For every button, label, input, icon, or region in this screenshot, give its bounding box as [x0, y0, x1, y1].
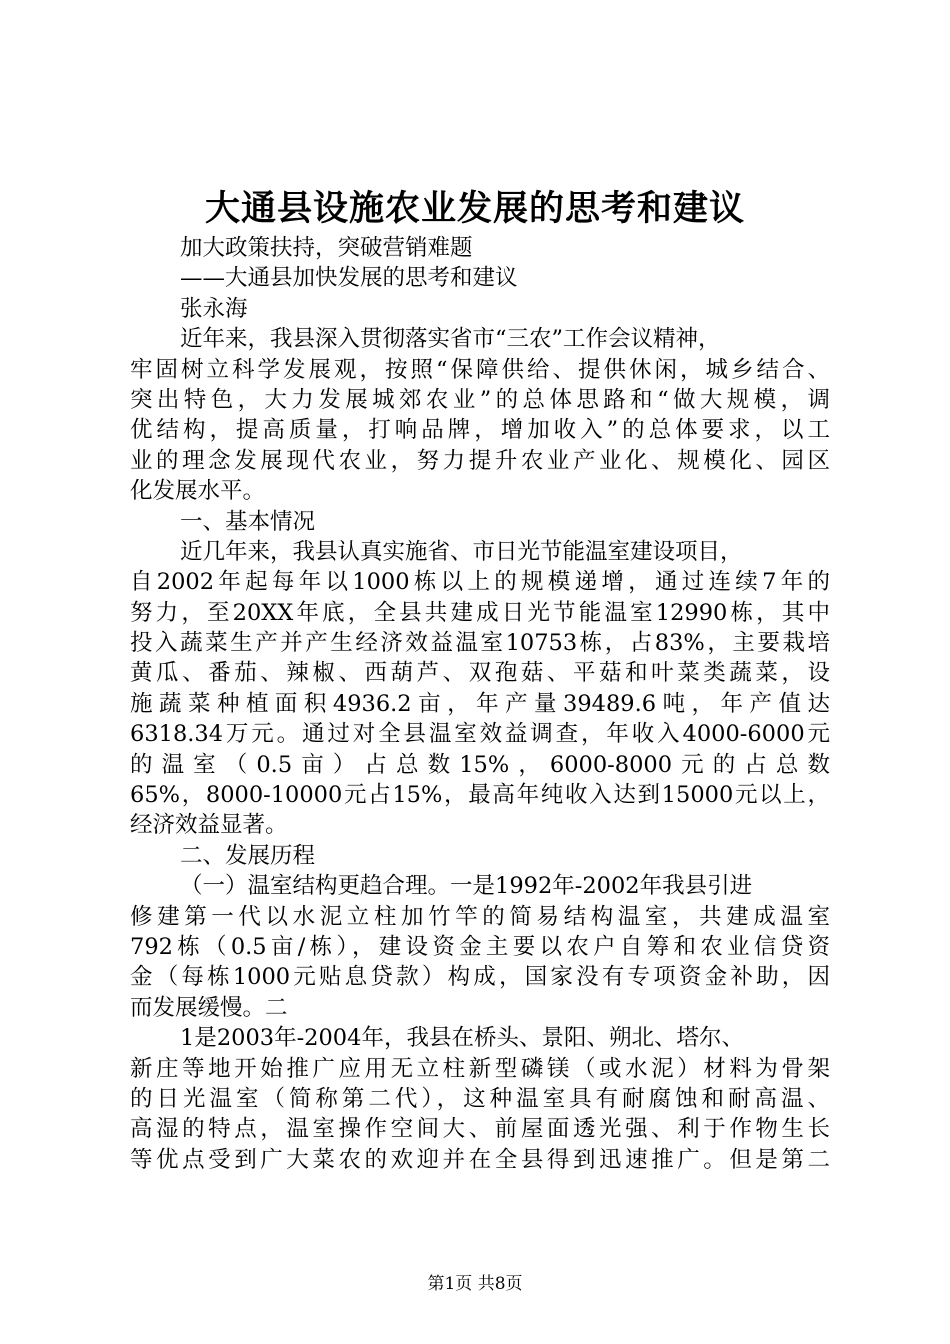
subtitle-line: ——大通县加快发展的思考和建议	[180, 265, 518, 292]
paragraph-line: 6318.34万元。通过对全县温室效益调查，年收入4000-6000元	[130, 721, 830, 748]
paragraph-line: （一）温室结构更趋合理。一是1992年-2002年我县引进	[180, 873, 753, 900]
paragraph-line: 792栋（0.5亩/栋），建设资金主要以农户自筹和农业信贷资	[130, 933, 830, 960]
paragraph-line: 优结构，提高质量，打响品牌，增加收入”的总体要求，以工	[130, 417, 830, 444]
paragraph-line: 新庄等地开始推广应用无立柱新型磷镁（或水泥）材料为骨架	[130, 1055, 830, 1082]
paragraph-line: 65%，8000-10000元占15%，最高年纯收入达到15000元以上，	[130, 782, 830, 809]
subtitle-line: 加大政策扶持，突破营销难题	[180, 235, 473, 261]
paragraph-line: 等优点受到广大菜农的欢迎并在全县得到迅速推广。但是第二	[130, 1146, 830, 1173]
page-number: 第1页 共8页	[427, 1274, 523, 1294]
paragraph-line: 近几年来，我县认真实施省、市日光节能温室建设项目，	[180, 538, 743, 565]
paragraph-line: 突出特色，大力发展城郊农业”的总体思路和“做大规模，调	[130, 386, 830, 413]
paragraph-line: 而发展缓慢。二	[130, 994, 288, 1021]
paragraph-line: 高湿的特点，温室操作空间大、前屋面透光强、利于作物生长	[130, 1116, 830, 1143]
paragraph-line: 黄瓜、番茄、辣椒、西葫芦、双孢菇、平菇和叶菜类蔬菜，设	[130, 660, 830, 687]
paragraph-line: 近年来，我县深入贯彻落实省市“三农”工作会议精神，	[180, 326, 721, 353]
document-title: 大通县设施农业发展的思考和建议	[204, 188, 745, 229]
paragraph-line: 的温室（0.5亩）占总数15%，6000-8000元的占总数	[130, 751, 830, 778]
document-body	[130, 233, 830, 1175]
paragraph-line: 施蔬菜种植面积4936.2亩，年产量39489.6吨，年产值达	[130, 690, 830, 717]
paragraph-line: 金（每栋1000元贴息贷款）构成，国家没有专项资金补助，因	[130, 964, 830, 991]
paragraph-line: 修建第一代以水泥立柱加竹竿的简易结构温室，共建成温室	[130, 903, 830, 930]
section-heading: 一、基本情况	[180, 508, 316, 535]
author-line: 张永海	[180, 295, 248, 322]
paragraph-line: 1是2003年-2004年，我县在桥头、景阳、朔北、塔尔、	[180, 1025, 744, 1052]
paragraph-line: 自2002年起每年以1000栋以上的规模递增，通过连续7年的	[130, 569, 830, 596]
paragraph-line: 努力，至20XX年底，全县共建成日光节能温室12990栋，其中	[130, 599, 830, 626]
paragraph-line: 业的理念发展现代农业，努力提升农业产业化、规模化、园区	[130, 447, 830, 474]
paragraph-line: 经济效益显著。	[130, 812, 288, 839]
paragraph-line: 化发展水平。	[130, 478, 266, 505]
paragraph-line: 牢固树立科学发展观，按照“保障供给、提供休闲，城乡结合、	[130, 356, 830, 383]
section-heading: 二、发展历程	[180, 842, 316, 869]
paragraph-line: 的日光温室（简称第二代），这种温室具有耐腐蚀和耐高温、	[130, 1085, 830, 1112]
paragraph-line: 投入蔬菜生产并产生经济效益温室10753栋，占83%，主要栽培	[130, 630, 830, 657]
